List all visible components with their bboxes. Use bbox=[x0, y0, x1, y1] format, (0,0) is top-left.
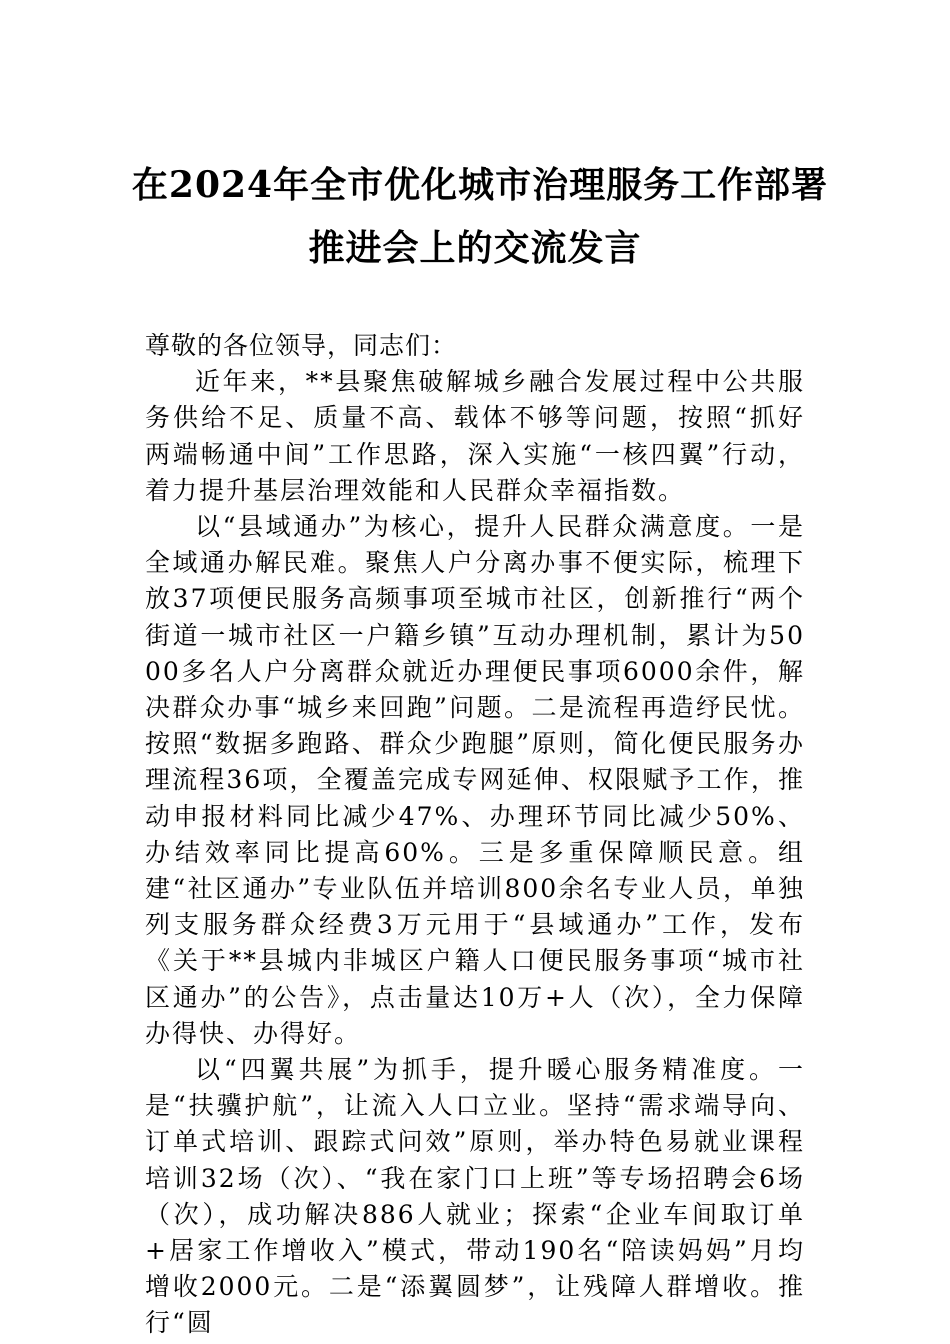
paragraph-intro: 近年来，**县聚焦破解城乡融合发展过程中公共服务供给不足、质量不高、载体不够等问题，按照“抓好两端畅通中间”工作思路，深入实施“一核四翼”行动，着力提升基层治理效能和人民群众幸福指数。 bbox=[145, 367, 805, 505]
document-title-line-2: 推进会上的交流发言 bbox=[308, 227, 642, 269]
document-title-line-1: 在2024年全市优化城市治理服务工作部署 bbox=[131, 164, 829, 206]
paragraph-four-wings: 以“四翼共展”为抓手，提升暖心服务精准度。一是“扶骥护航”，让流入人口立业。坚持“需求端导向、订单式培训、跟踪式问效”原则，举办特色易就业课程培训32场（次）、“我在家门口上班”等专场招聘会6场（次），成功解决886人就业；探索“企业车间取订单+居家工作增收入”模式，带动190名“陪读妈妈”月均增收2000元。二是“添翼圆梦”，让残障人群增收。推行“圆 bbox=[145, 1055, 805, 1338]
salutation: 尊敬的各位领导，同志们： bbox=[145, 331, 458, 360]
document-body bbox=[145, 328, 805, 1342]
paragraph-county-service: 以“县域通办”为核心，提升人民群众满意度。一是全域通办解民难。聚焦人户分离办事不便实际，梳理下放37项便民服务高频事项至城市社区，创新推行“两个街道一城市社区一户籍乡镇”互动办理机制，累计为5000多名人户分离群众就近办理便民事项6000余件，解决群众办事“城乡来回跑”问题。二是流程再造纾民忧。按照“数据多跑路、群众少跑腿”原则，简化便民服务办理流程36项，全覆盖完成专网延伸、权限赋予工作，推动申报材料同比减少47%、办理环节同比减少50%、办结效率同比提高60%。三是多重保障顺民意。组建“社区通办”专业队伍并培训800余名专业人员，单独列支服务群众经费3万元用于“县域通办”工作，发布《关于**县城内非城区户籍人口便民服务事项“城市社区通办”的公告》，点击量达10万+人（次），全力保障办得快、办得好。 bbox=[145, 512, 805, 1048]
